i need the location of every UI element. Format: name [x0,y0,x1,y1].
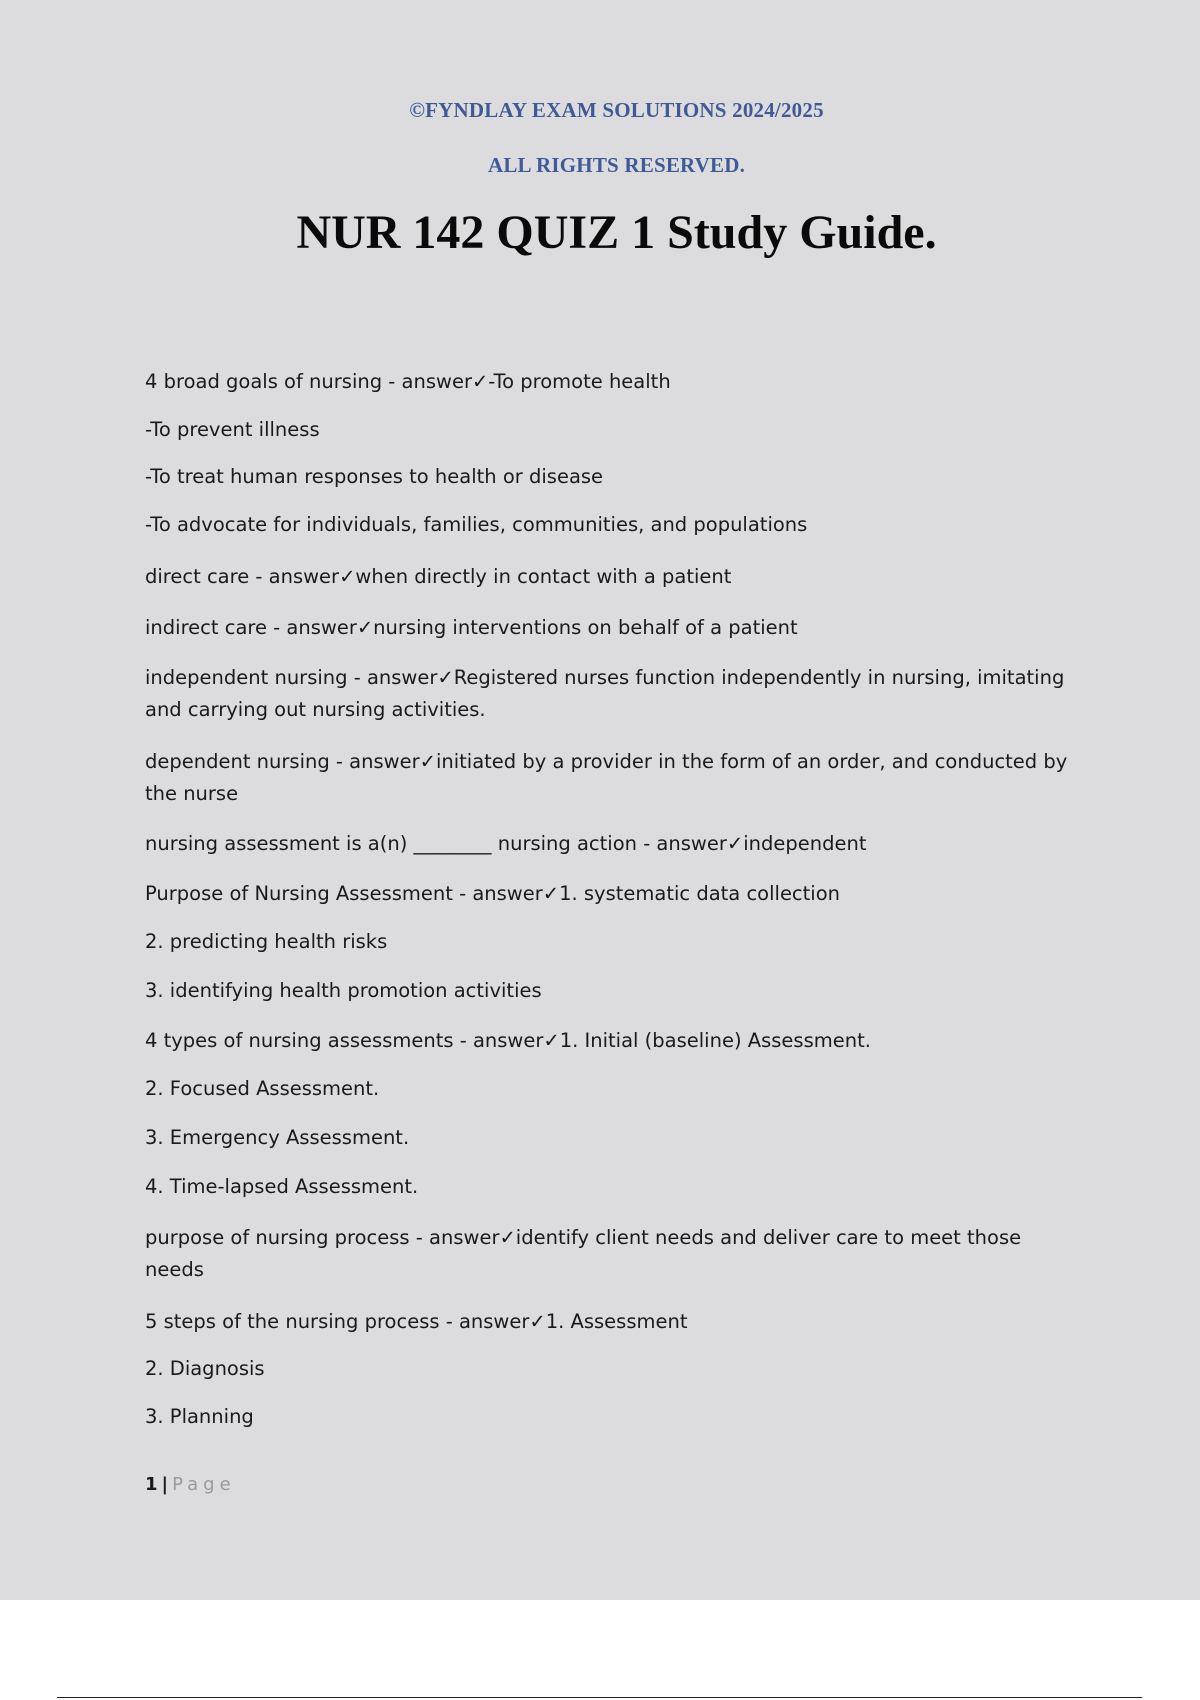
text-line: -To advocate for individuals, families, communities, and populations [145,513,808,536]
page-number: 1 [145,1474,158,1495]
text-line: independent nursing - answer✓Registered nurses function independently in nursing, imitating and carrying out nursing activities. [145,666,1065,721]
text-line: 5 steps of the nursing process - answer✓1. Assessment [145,1310,688,1333]
text-line: nursing assessment is a(n) ________ nursing action - answer✓independent [145,832,867,855]
text-line: -To treat human responses to health or disease [145,465,604,488]
text-line: 2. Focused Assessment. [145,1077,380,1100]
text-line: 4 types of nursing assessments - answer✓1. Initial (baseline) Assessment. [145,1029,871,1052]
footer-separator: | [161,1474,169,1495]
page-footer [145,1474,236,1495]
copyright-notice: ©FYNDLAY EXAM SOLUTIONS 2024/2025 [409,98,824,122]
text-line: direct care - answer✓when directly in contact with a patient [145,565,732,588]
text-line: Purpose of Nursing Assessment - answer✓1. systematic data collection [145,882,841,905]
text-line: purpose of nursing process - answer✓identify client needs and deliver care to meet those needs [145,1226,1022,1281]
text-line: 2. predicting health risks [145,930,388,953]
text-line: 3. identifying health promotion activities [145,979,542,1002]
page-label: Page [172,1474,236,1495]
text-line: 2. Diagnosis [145,1357,265,1380]
text-line: 3. Planning [145,1405,254,1428]
text-line: 4. Time-lapsed Assessment. [145,1175,419,1198]
rights-notice: ALL RIGHTS RESERVED. [487,153,746,177]
study-guide-body [145,366,1085,1433]
text-line: indirect care - answer✓nursing interventions on behalf of a patient [145,616,798,639]
text-line: -To prevent illness [145,418,320,441]
page-title: NUR 142 QUIZ 1 Study Guide. [296,206,937,259]
text-line: 4 broad goals of nursing - answer✓-To promote health [145,370,671,393]
bottom-divider [57,1697,1142,1698]
text-line: 3. Emergency Assessment. [145,1126,410,1149]
text-line: dependent nursing - answer✓initiated by a provider in the form of an order, and conducted by the nurse [145,750,1068,805]
